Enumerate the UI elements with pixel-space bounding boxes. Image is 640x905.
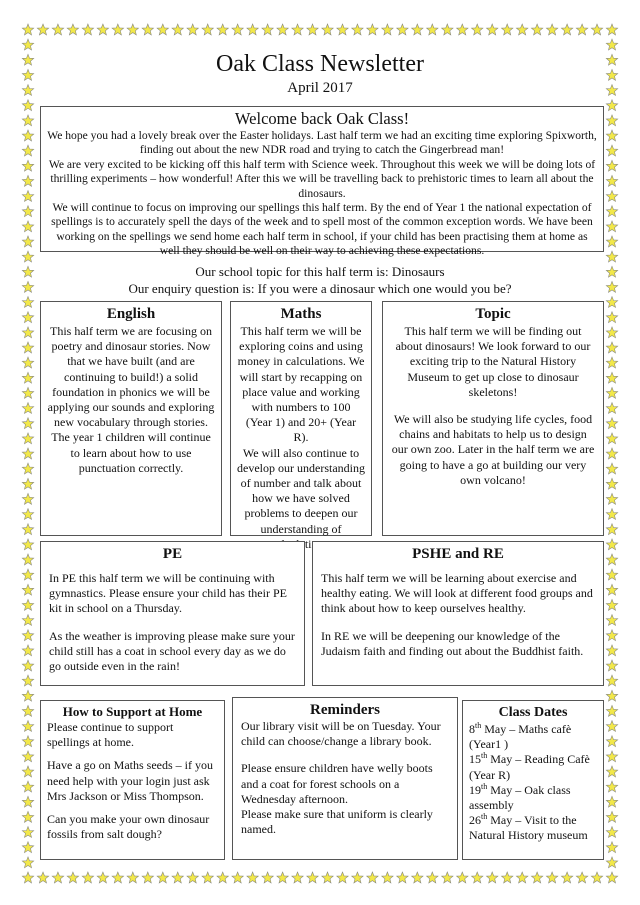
support-heading: How to Support at Home [62, 704, 203, 719]
welcome-heading: Welcome back Oak Class! [234, 109, 410, 128]
date-suffix: th [481, 812, 488, 822]
class-date-item [469, 722, 597, 752]
pe-box [40, 541, 305, 686]
date-text: May – Maths cafè (Year1 ) [469, 722, 572, 752]
english-text: This half term we are focusing on poetry and dinosaur stories. Now that we have built (and are continuing to build!) a solid foundation in phonics we will be applying our sounds and exploring new vocabulary through stories. The year 1 children will continue to learn about how to use punctuation correctly. [47, 324, 215, 475]
welcome-box [40, 106, 604, 258]
support-text-2: Have a go on Maths seeds – if you need help with your login just ask Mrs Jackson or Miss Thompson. [47, 758, 213, 803]
reminders-text-2: Please ensure children have welly boots and a coat for forest schools on a Wednesday afternoon. [241, 761, 433, 806]
english-box [40, 301, 222, 536]
topic-text-1: This half term we will be finding out about dinosaurs! We look forward to our exciting trip to the Natural History Museum to get up close to dinosaur skeletons! [395, 324, 591, 399]
maths-text-2: We will also continue to develop our understanding of number and talk about how we have solved problems to deepen our understanding of [237, 445, 365, 536]
class-date-item [469, 813, 597, 843]
pe-heading: PE [162, 546, 183, 562]
date-day: 15 [469, 752, 481, 767]
welcome-paragraph-1: We hope you had a lovely break over the Easter holidays. Last half term we had an exciting time exploring Spixworth, finding out about the new NDR road and trying to catch the Gingerbread man! [47, 129, 597, 157]
page-date: April 2017 [287, 80, 353, 96]
pshe-text-1: This half term we will be learning about exercise and healthy eating. We will look at different food groups and think about how to keep ourselves healthy. [321, 571, 593, 616]
reminders-text-1: Our library visit will be on Tuesday. Your child can choose/change a library book. [241, 719, 441, 749]
class-dates-heading: Class Dates [498, 705, 568, 720]
date-suffix: th [481, 781, 488, 791]
date-day: 19 [469, 782, 481, 797]
reminders-text-3: Please make sure that uniform is clearly named. [241, 807, 433, 837]
reminders-heading: Reminders [310, 702, 380, 718]
date-day: 8 [469, 722, 475, 736]
school-topic-line: Our school topic for this half term is: Dinosaurs [195, 264, 445, 279]
topic-box [382, 301, 604, 536]
date-suffix: th [481, 751, 488, 761]
maths-heading: Maths [280, 306, 322, 322]
class-dates-box [462, 700, 604, 860]
pe-text-2: As the weather is improving please make sure your child still has a coat in school every day as we do go outside even in the rain! [49, 628, 295, 674]
pshe-text-2: In RE we will be deepening our knowledge of the Judaism faith and finding out about the Buddhist faith. [321, 628, 584, 658]
support-text-1: Please continue to support spellings at home. [47, 720, 174, 750]
class-date-item [469, 783, 597, 813]
enquiry-question-line: Our enquiry question is: If you were a dinosaur which one would you be? [128, 281, 512, 296]
date-text: May – Oak class assembly [469, 782, 571, 813]
support-box [40, 700, 225, 860]
welcome-paragraph-2: We are very excited to be kicking off this half term with Science week. Throughout this week we will be doing lots of thrilling experiments – how wonderful! After this we will be travelling back to prehistoric times to learn all about the dinosaurs. [48, 157, 596, 200]
pshe-box [312, 541, 604, 686]
topic-heading: Topic [475, 306, 511, 322]
maths-text-1: This half term we will be exploring coins and using money in calculations. We will start by recapping on place value and working with numbers to 100 (Year 1) and 20+ (Year R). [237, 324, 365, 445]
date-text: May – Visit to the Natural History museum [469, 813, 588, 843]
english-heading: English [106, 306, 156, 322]
date-suffix: th [475, 721, 482, 730]
support-text-3: Can you make your own dinosaur fossils from salt dough? [47, 812, 210, 842]
maths-box [230, 301, 372, 536]
reminders-box [232, 697, 458, 860]
pshe-heading: PSHE and RE [412, 546, 504, 562]
class-date-item [469, 752, 597, 782]
page-title: Oak Class Newsletter [216, 51, 424, 77]
date-day: 26 [469, 813, 481, 828]
topic-text-2: We will also be studying life cycles, food chains and habitats to help us to design our own zoo. Later in the half term we are going to have a go at building our very own volcano! [391, 412, 595, 487]
date-text: May – Reading Cafè (Year R) [469, 752, 590, 782]
pe-text-1: In PE this half term we will be continuing with gymnastics. Please ensure your child has their PE kit in school on a Thursday. [49, 571, 287, 616]
welcome-paragraph-3: We will continue to focus on improving our spellings this half term. By the end of Year 1 the national expectation of spellings is to accurately spell the days of the week and to spell most of the common exception words. We have been working on the spellings we send home each half term in school, if your child has been practising them at home as well they should be well on their way to achieving these expectations. [51, 201, 593, 258]
